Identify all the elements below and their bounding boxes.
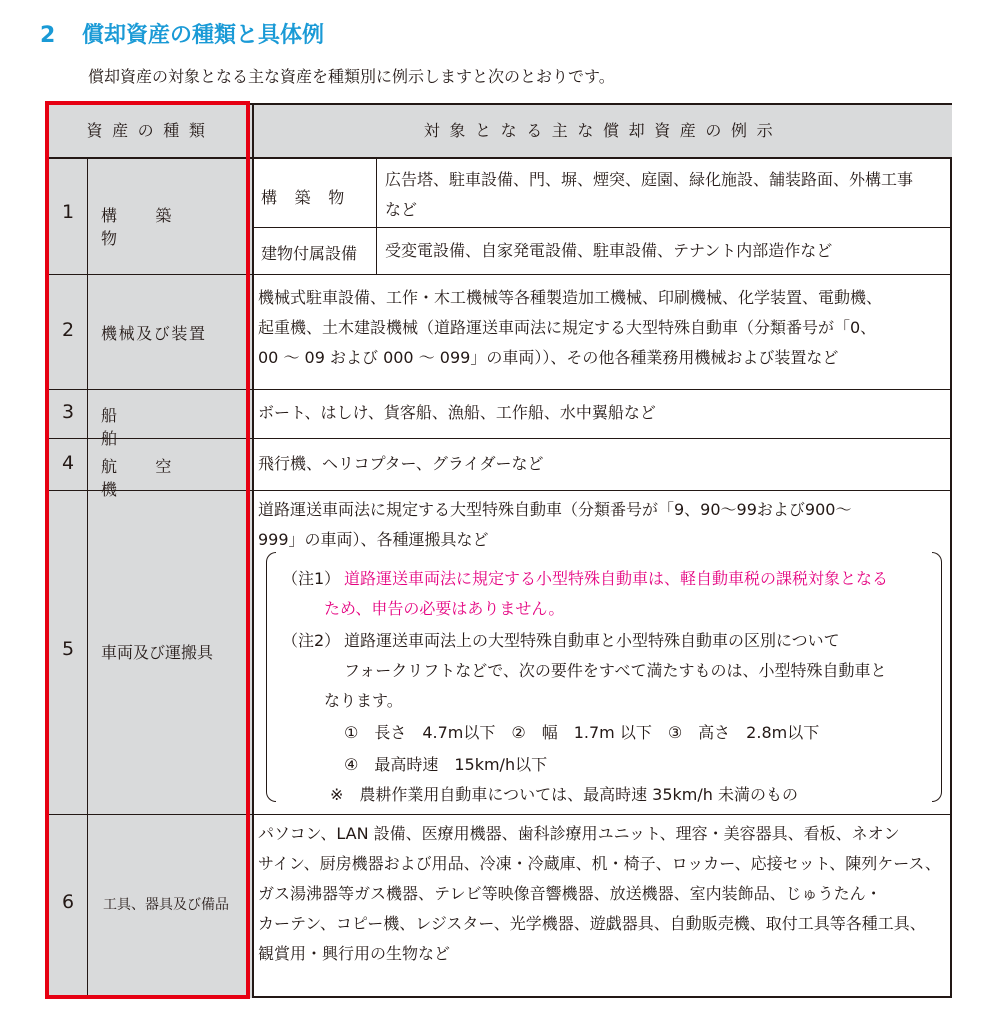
row-number: 4 — [61, 452, 75, 474]
note2-requirements: ④ 最高時速 15km/h以下 — [344, 755, 548, 774]
row-number: 5 — [61, 638, 75, 660]
sub-label: 構築物 — [261, 188, 362, 207]
note2-requirements: ① 長さ 4.7m以下 ② 幅 1.7m 以下 ③ 高さ 2.8m以下 — [344, 723, 820, 742]
row-number: 1 — [61, 201, 75, 223]
section-number: 2 — [40, 23, 56, 48]
note1-label: （注1） — [282, 569, 341, 588]
row-name: 船舶 — [101, 406, 217, 448]
vehicle-notes-box — [266, 552, 942, 802]
row-content — [385, 165, 950, 225]
content-line: 観賞用・興行用の生物など — [258, 944, 451, 963]
content-line: ボート、はしけ、貨客船、漁船、工作船、水中翼船など — [258, 403, 656, 422]
note1-text: 道路運送車両法に規定する小型特殊自動車は、軽自動車税の課税対象となる — [344, 569, 889, 588]
row-number: 3 — [61, 401, 75, 423]
content-line: 広告塔、駐車設備、門、塀、煙突、庭園、緑化施設、舗装路面、外構工事 — [385, 170, 914, 189]
row-name: 機械及び装置 — [101, 324, 207, 343]
content-line: 受変電設備、自家発電設備、駐車設備、テナント内部造作など — [385, 241, 833, 260]
section-heading — [40, 18, 324, 49]
row-name: 航空機 — [101, 457, 210, 499]
row-content — [385, 236, 950, 266]
content-line: ガス湯沸器等ガス機器、テレビ等映像音響機器、放送機器、室内装飾品、じゅうたん・ — [258, 884, 882, 903]
row-number: 2 — [61, 319, 75, 341]
note2-text: なります。 — [324, 691, 403, 710]
section-title: 償却資産の種類と具体例 — [82, 23, 325, 48]
row-name-text: 構築物 — [101, 206, 210, 248]
content-line: など — [385, 200, 418, 219]
row-name — [87, 203, 252, 249]
content-line: 機械式駐車設備、工作・木工機械等各種製造加工機械、印刷機械、化学装置、電動機、 — [258, 288, 883, 307]
content-line: サイン、厨房機器および用品、冷凍・冷蔵庫、机・椅子、ロッカー、応接セット、陳列ケース、 — [258, 854, 941, 873]
intro-text: 償却資産の対象となる主な資産を種類別に例示しますと次のとおりです。 — [88, 67, 615, 86]
content-line: 999」の車両）、各種運搬具など — [258, 530, 489, 549]
content-line: パソコン、LAN 設備、医療用機器、歯科診療用ユニット、理容・美容器具、看板、ネオン — [258, 824, 900, 843]
row-name: 車両及び運搬具 — [101, 643, 214, 662]
content-line: カーテン、コピー機、レジスター、光学機器、遊戯器具、自動販売機、取付工具等各種工具、 — [258, 914, 926, 933]
content-line: 起重機、土木建設機械（道路運送車両法に規定する大型特殊自動車（分類番号が「0、 — [258, 318, 877, 337]
content-line: 00 ～ 09 および 000 ～ 099」の車両））、その他各種業務用機械および装置など — [258, 348, 839, 367]
note1-text: ため、申告の必要はありません。 — [324, 599, 565, 618]
note2-text: フォークリフトなどで、次の要件をすべて満たすものは、小型特殊自動車と — [344, 661, 887, 680]
row-number: 6 — [61, 891, 75, 913]
note2-label: （注2） — [282, 631, 341, 650]
row-content — [258, 449, 948, 479]
note2-text: 道路運送車両法上の大型特殊自動車と小型特殊自動車の区別について — [344, 631, 840, 650]
sub-label: 建物付属設備 — [261, 244, 358, 263]
content-line: 道路運送車両法に規定する大型特殊自動車（分類番号が「9、90～99および900～ — [258, 500, 852, 519]
header-examples: 対象となる主な償却資産の例示 — [423, 121, 783, 140]
asset-type-table — [47, 103, 952, 998]
header-asset-type: 資産の種類 — [86, 121, 215, 140]
content-line: 飛行機、ヘリコプター、グライダーなど — [258, 454, 544, 473]
row-content — [258, 398, 948, 428]
note2-remark: ※ 農耕作業用自動車については、最高時速 35km/h 未満のもの — [330, 785, 799, 804]
row-name: 工具、器具及び備品 — [103, 897, 229, 913]
row-content — [258, 495, 948, 555]
row-content — [258, 283, 948, 373]
row-content — [258, 819, 950, 969]
